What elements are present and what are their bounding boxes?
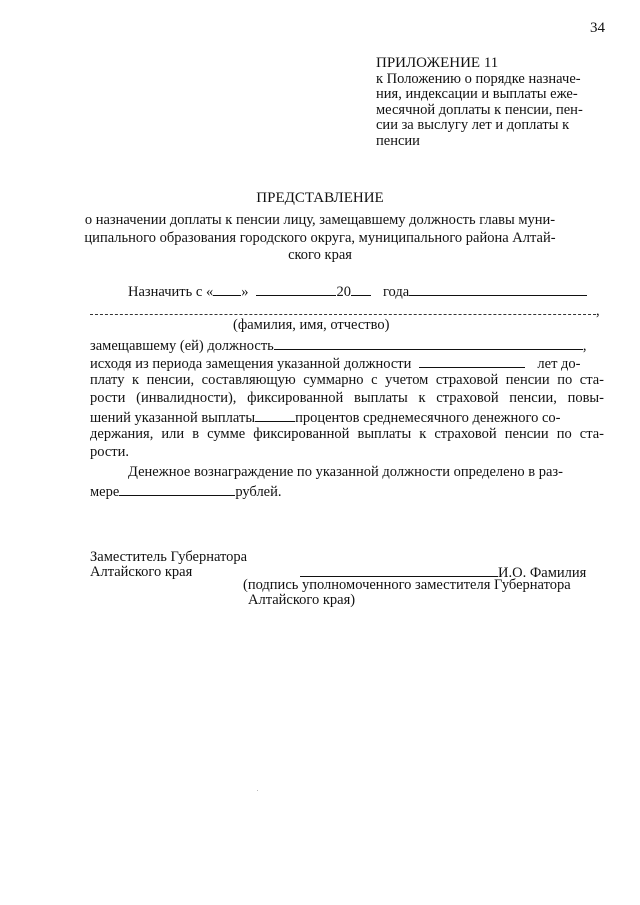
fio-caption: (фамилия, имя, отчество) xyxy=(233,317,390,333)
appendix-line: ния, индексации и выплаты еже- xyxy=(376,86,578,102)
reward-text: рублей. xyxy=(235,484,282,500)
appendix-block xyxy=(376,56,583,149)
position-label: замещавшему (ей) должность xyxy=(90,338,274,354)
assign-extra-field[interactable] xyxy=(409,282,587,296)
years-field[interactable] xyxy=(419,354,525,368)
position-field[interactable] xyxy=(274,336,583,350)
appendix-line: сии за выслугу лет и доплаты к xyxy=(376,117,570,133)
position-row: замещавшему (ей) должность , xyxy=(90,338,587,354)
body-text: шений указанной выплаты xyxy=(90,410,256,426)
assign-label: Назначить с « xyxy=(128,284,214,300)
body-line: рости (инвалидности), фиксированной выплаты к страховой пенсии, повы- xyxy=(90,390,604,406)
signature-field[interactable] xyxy=(300,563,498,577)
body-line xyxy=(90,408,561,427)
reward-line xyxy=(90,482,282,501)
document-subtitle xyxy=(0,212,640,265)
signature-caption-line: Алтайского края) xyxy=(248,592,356,608)
body-text: процентов среднемесячного денежного со- xyxy=(295,410,561,426)
signatory-line: Заместитель Губернатора xyxy=(90,549,248,565)
appendix-title: ПРИЛОЖЕНИЕ 11 xyxy=(376,55,499,71)
signatory-line: Алтайского края xyxy=(90,564,193,580)
document-title: ПРЕДСТАВЛЕНИЕ xyxy=(256,190,384,206)
percent-field[interactable] xyxy=(255,408,295,422)
body-line xyxy=(90,354,581,373)
quote-close: » xyxy=(241,284,249,300)
body-text: исходя из периода замещения указанной должности xyxy=(90,356,412,372)
body-text: лет до- xyxy=(537,356,581,372)
subtitle-line: ципального образования городского округа, муниципального района Алтай- xyxy=(84,229,556,246)
signatory-name: И.О. Фамилия xyxy=(498,565,587,581)
subtitle-line: ского края xyxy=(288,247,352,263)
month-field[interactable] xyxy=(256,282,336,296)
appendix-line: пенсии xyxy=(376,132,420,149)
reward-line: Денежное вознаграждение по указанной должности определено в раз- xyxy=(128,464,563,480)
body-line: держания, или в сумме фиксированной выплаты к страховой пенсии по ста- xyxy=(90,426,604,442)
page-number: 34 xyxy=(590,20,605,36)
amount-field[interactable] xyxy=(119,482,235,496)
day-field[interactable] xyxy=(213,282,241,296)
year-prefix: 20 xyxy=(336,284,351,300)
fio-row: , xyxy=(90,301,600,320)
signature-caption xyxy=(243,578,571,608)
appendix-line: к Положению о порядке назначе- xyxy=(376,70,581,87)
reward-text: мере xyxy=(90,484,120,500)
signatory-block xyxy=(90,550,247,580)
fio-field[interactable] xyxy=(90,301,596,315)
appendix-line: месячной доплаты к пенсии, пен- xyxy=(376,101,583,118)
scan-dot xyxy=(257,790,258,791)
signature-caption-line: (подпись уполномоченного заместителя Губернатора xyxy=(243,577,571,593)
subtitle-line: о назначении доплаты к пенсии лицу, замещавшему должность главы муни- xyxy=(84,212,556,228)
year-suffix: года xyxy=(382,284,410,300)
assign-row xyxy=(128,282,587,301)
year-field[interactable] xyxy=(351,282,371,296)
body-line: плату к пенсии, составляющую суммарно с учетом страховой пенсии по ста- xyxy=(90,372,604,388)
body-line: рости. xyxy=(90,444,130,460)
